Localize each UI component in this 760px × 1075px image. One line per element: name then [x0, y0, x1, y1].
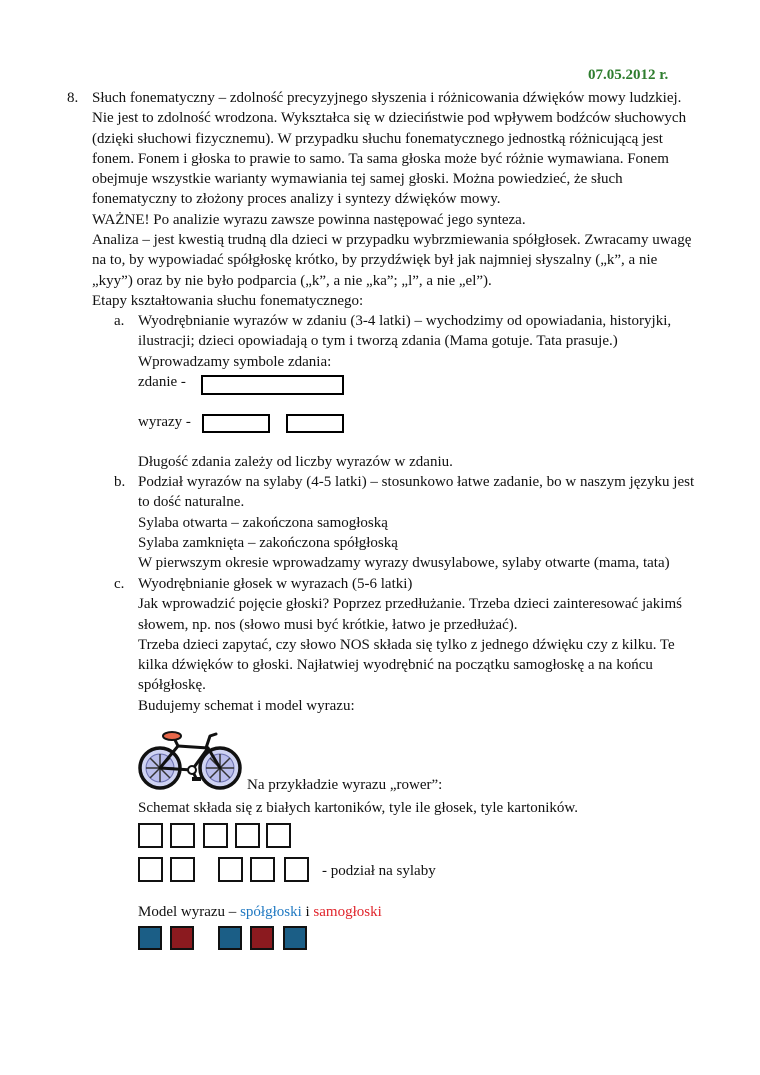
model-legend [138, 902, 382, 922]
section-c-label: c. [114, 576, 125, 592]
section-c-line: kilka dźwięków to głoski. Najłatwiej wyodrębnić na początku samogłoskę a na końcu [138, 657, 653, 674]
intro-line: fonem. Fonem i głoska to prawie to samo. Ta sama głoska może być różnie wymawiana. Fonem [92, 150, 669, 167]
model-consonants: spółgłoski [240, 904, 302, 920]
zdanie-label: zdanie - [138, 374, 186, 390]
section-b-label: b. [114, 474, 126, 490]
section-b-text [138, 472, 728, 573]
model-square [170, 926, 194, 950]
syllable-text: - podział na sylaby [322, 863, 436, 879]
section-a-line: ilustracji; dzieci opowiadają o tym i tworzą zdania (Mama gotuje. Tata prasuje.) [138, 333, 618, 350]
intro-line: Słuch fonematyczny – zdolność precyzyjnego słyszenia i różnicowania dźwięków mowy ludzkiej. [92, 90, 682, 106]
section-b-line: Sylaba zamknięta – zakończona spółgłoską [138, 534, 398, 551]
syllable-box [284, 857, 309, 882]
schema-box [170, 823, 195, 848]
syllable-box [250, 857, 275, 882]
section-a-line: Wyodrębnianie wyrazów w zdaniu (3-4 latki) – wychodzimy od opowiadania, historyjki, [138, 313, 672, 329]
section-a-text [138, 311, 728, 372]
intro-line: (dzięki słuchowi fizycznemu). W przypadku słuchu fonematycznego jednostką różnicującą jest [92, 130, 663, 147]
intro-line: obejmuje wszystkie warianty wymawiania tej samej głoski. Można powiedzieć, że słuch [92, 171, 623, 188]
schema-text: Schemat składa się z białych kartoników, tyle ile głosek, tyle kartoników. [138, 800, 579, 816]
section-c-line: Jak wprowadzić pojęcie głoski? Poprzez przedłużanie. Trzeba dzieci zainteresować jakimś [138, 596, 682, 613]
document-date: 07.05.2012 r. [588, 67, 669, 83]
intro-line: Nie jest to zdolność wrodzona. Wykształca się w dzieciństwie pod wpływem bodźców słuchowych [92, 110, 687, 127]
item-number: 8. [67, 90, 79, 106]
intro-line: WAŻNE! Po analizie wyrazu zawsze powinna następować jego synteza. [92, 211, 526, 228]
model-vowels: samogłoski [313, 904, 382, 920]
model-square [218, 926, 242, 950]
section-b-line: W pierwszym okresie wprowadzamy wyrazy dwusylabowe, sylaby otwarte (mama, tata) [138, 555, 670, 572]
section-c-text [138, 574, 728, 716]
section-c-line: Budujemy schemat i model wyrazu: [138, 697, 355, 714]
section-c-line: Wyodrębnianie głosek w wyrazach (5-6 latki) [138, 576, 413, 592]
section-a-line: Wprowadzamy symbole zdania: [138, 353, 332, 370]
model-and: i [301, 904, 314, 920]
model-prefix: Model wyrazu – [138, 904, 241, 920]
schema-box [266, 823, 291, 848]
syllable-box [170, 857, 195, 882]
example-text: Na przykładzie wyrazu „rower”: [247, 777, 443, 793]
wyrazy-label: wyrazy - [138, 414, 191, 430]
section-c-line: słowem, np. nos (słowo musi być krótkie, łatwo je przedłużać). [138, 616, 518, 633]
section-c-line: spółgłoskę. [138, 677, 206, 694]
model-square [283, 926, 307, 950]
schema-box [138, 823, 163, 848]
syllable-box [218, 857, 243, 882]
bicycle-icon [136, 726, 244, 794]
schema-box [203, 823, 228, 848]
intro-paragraph [92, 88, 722, 311]
section-b-line: Sylaba otwarta – zakończona samogłoską [138, 514, 388, 531]
section-a-after: Długość zdania zależy od liczby wyrazów w zdaniu. [138, 454, 453, 470]
sentence-symbol [201, 375, 344, 395]
section-a-label: a. [114, 313, 125, 329]
intro-line: na to, by wypowiadać spółgłoskę krótko, by przydźwięk był jak najmniej słyszalny („k”, a nie [92, 252, 658, 269]
schema-box [235, 823, 260, 848]
intro-line: Analiza – jest kwestią trudną dla dzieci w przypadku wybrzmiewania spółgłosek. Zwracamy uwagę [92, 232, 692, 249]
model-square [138, 926, 162, 950]
word-symbol [202, 414, 270, 433]
section-b-line: Podział wyrazów na sylaby (4-5 latki) – stosunkowo łatwe zadanie, bo w naszym języku jest [138, 474, 695, 490]
word-symbol [286, 414, 344, 433]
intro-line: fonematyczny to złożony proces analizy i syntezy dźwięków mowy. [92, 191, 501, 208]
intro-line: Etapy kształtowania słuchu fonematycznego: [92, 292, 364, 309]
intro-line: „kyy”) oraz by nie było podparcia („k”, a nie „ka”; „l”, a nie „el”). [92, 272, 492, 289]
syllable-box [138, 857, 163, 882]
model-square [250, 926, 274, 950]
section-b-line: to dość naturalne. [138, 494, 245, 511]
section-c-line: Trzeba dzieci zapytać, czy słowo NOS składa się tylko z jednego dźwięku czy z kilku. Te [138, 636, 675, 653]
